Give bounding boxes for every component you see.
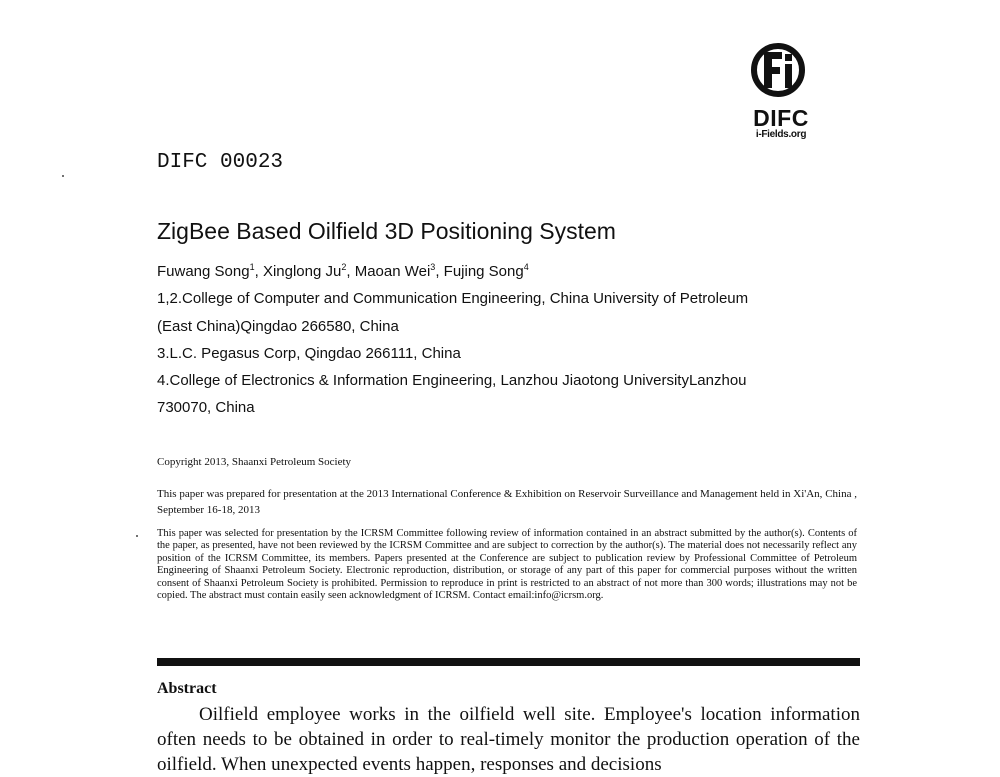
document-id: DIFC 00023 — [157, 151, 284, 174]
author-list: Fuwang Song$^1$, Xinglong Ju$^2$, Maoan Wei$^3$, Fujing Song$^4$ — [157, 262, 529, 280]
author-sup: 3 — [430, 262, 436, 272]
author-name: Maoan Wei — [354, 263, 431, 280]
scan-speck — [136, 535, 138, 537]
abstract-heading: Abstract — [157, 680, 217, 697]
author-name: Fuwang Song — [157, 263, 250, 280]
section-divider — [157, 658, 860, 666]
paper-title: ZigBee Based Oilfield 3D Positioning System — [157, 218, 616, 244]
author-name: Xinglong Ju — [262, 263, 342, 280]
copyright-notice: Copyright 2013, Shaanxi Petroleum Society — [157, 456, 352, 468]
affiliation-line: 730070, China — [157, 399, 255, 416]
author-sup: 2 — [341, 262, 347, 272]
affiliation-line: 3.L.C. Pegasus Corp, Qingdao 266111, China — [157, 345, 461, 362]
author-name: Fujing Song — [443, 263, 524, 280]
affiliation-line: 4.College of Electronics & Information Engineering, Lanzhou Jiaotong UniversityLanzhou — [157, 372, 747, 389]
logo-name: DIFC — [753, 105, 809, 131]
difc-logo — [728, 40, 828, 150]
preparation-notice: This paper was prepared for presentation at the 2013 International Conference & Exhibition on Reservoir Surveillance and Management held in Xi'An, China , September 16-18, 2013 — [157, 488, 857, 516]
logo-url: i-Fields.org — [755, 129, 807, 140]
abstract-body: Oilfield employee works in the oilfield well site. Employee's location information often needs to be obtained in order to real-timely monitor the production operation of the oilfield. When unexpected events happen, responses and decisions — [157, 704, 860, 775]
scan-speck — [62, 175, 64, 177]
author-sup: 4 — [523, 262, 529, 272]
selection-disclaimer: This paper was selected for presentation by the ICRSM Committee following review of information contained in an abstract submitted by the author(s). Contents of the paper, as presented, have not been reviewed by the ICRSM Committee and are subject to correction by the author(s). The material does not necessarily reflect any position of the ICRSM Committee, its members. Papers presented at the Conference are subject to publication review by Professional Committee of Petroleum Engineering of Shaanxi Petroleum Society. Electronic reproduction, distribution, or storage of any part of this paper for commercial purposes without the written consent of Shaanxi Petroleum Society is prohibited. Permission to reproduce in print is restricted to an abstract of not more than 300 words; illustrations may not be copied. The abstract must contain easily seen acknowledgment of ICRSM. Contact email:info@icrsm.org. — [157, 528, 857, 602]
author-sup: 1 — [249, 262, 255, 272]
affiliation-line: 1,2.College of Computer and Communication Engineering, China University of Petroleum — [157, 290, 749, 307]
difc-logo-mark-icon — [750, 40, 806, 102]
affiliation-line: (East China)Qingdao 266580, China — [157, 318, 399, 335]
